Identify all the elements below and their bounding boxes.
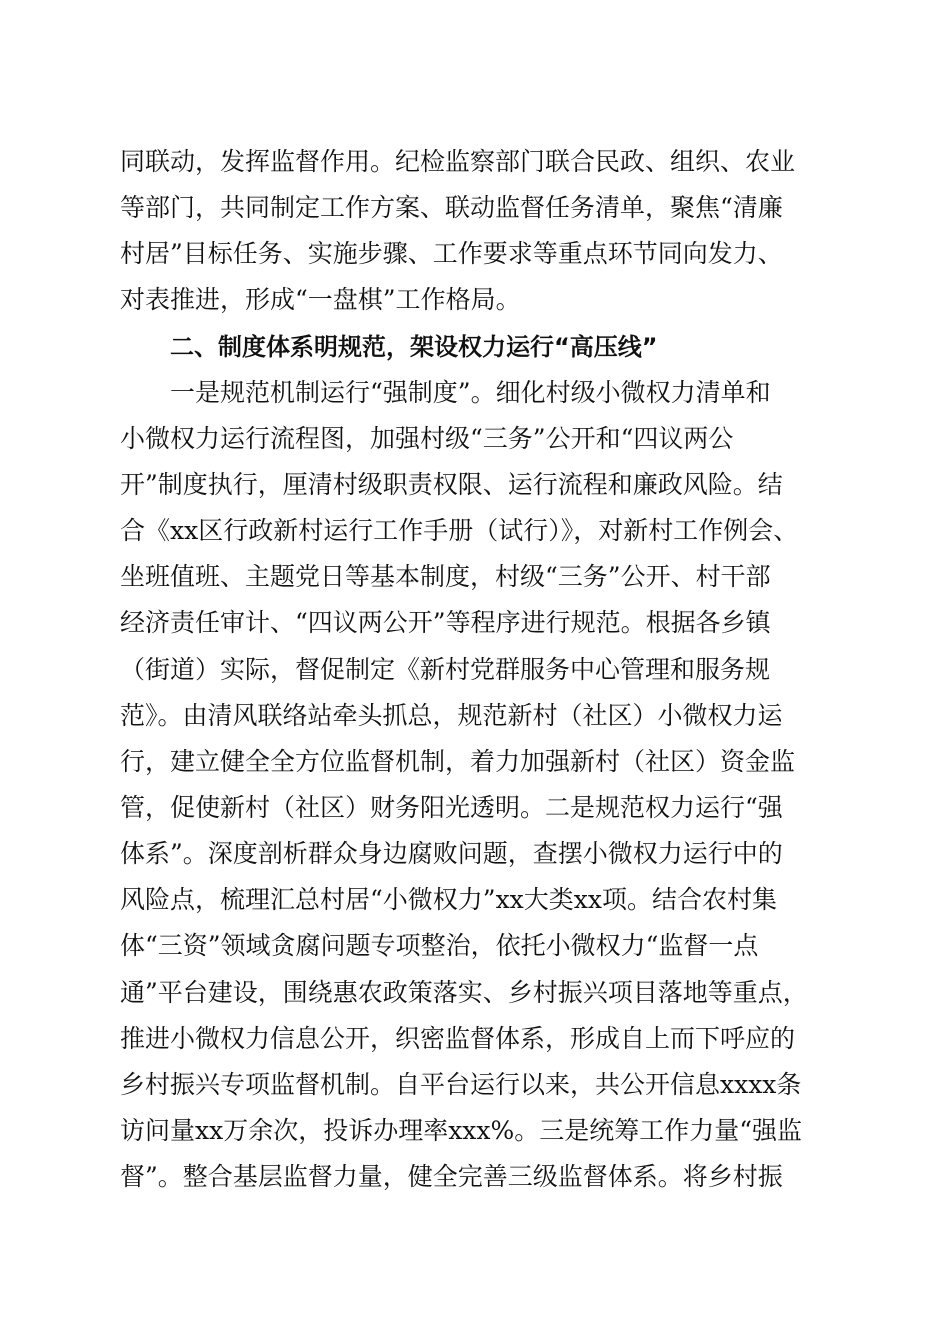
text-line: 同联动，发挥监督作用。纪检监察部门联合民政、组织、农业 bbox=[120, 147, 796, 176]
text-line: 体“三资”领域贪腐问题专项整治，依托小微权力“监督一点 bbox=[120, 931, 759, 961]
text-line: （街道）实际，督促制定《新村党群服务中心管理和服务规 bbox=[120, 654, 771, 684]
document-body bbox=[120, 139, 832, 1200]
text-line: 风险点，梳理汇总村居“小微权力”xx大类xx项。结合农村集 bbox=[120, 885, 777, 915]
text-line: 范》。由清风联络站牵头抓总，规范新村（社区）小微权力运 bbox=[120, 700, 783, 730]
text-line: 坐班值班、主题党日等基本制度，村级“三务”公开、村干部 bbox=[120, 562, 771, 592]
text-line: 访问量xx万余次，投诉办理率xxx%。三是统筹工作力量“强监 bbox=[120, 1115, 803, 1145]
text-line: 等部门，共同制定工作方案、联动监督任务清单，聚焦“清廉 bbox=[120, 193, 783, 223]
paragraph-first-line: 一是规范机制运行“强制度”。细化村级小微权力清单和 bbox=[170, 377, 771, 407]
text-line: 推进小微权力信息公开，织密监督体系，形成自上而下呼应的 bbox=[120, 1023, 796, 1053]
text-line: 小微权力运行流程图，加强村级“三务”公开和“四议两公 bbox=[120, 423, 734, 453]
text-line: 乡村振兴专项监督机制。自平台运行以来，共公开信息xxxx条 bbox=[120, 1069, 802, 1099]
text-line: 开”制度执行，厘清村级职责权限、运行流程和廉政风险。结 bbox=[120, 469, 783, 499]
text-line: 村居”目标任务、实施步骤、工作要求等重点环节同向发力、 bbox=[120, 239, 783, 269]
text-line: 督”。整合基层监督力量，健全完善三级监督体系。将乡村振 bbox=[120, 1162, 783, 1192]
text-line: 行，建立健全全方位监督机制，着力加强新村（社区）资金监 bbox=[120, 746, 796, 776]
text-line: 体系”。深度剖析群众身边腐败问题，查摆小微权力运行中的 bbox=[120, 839, 783, 869]
text-line: 通”平台建设，围绕惠农政策落实、乡村振兴项目落地等重点， bbox=[120, 977, 808, 1007]
text-line: 合《xx区行政新村运行工作手册（试行）》，对新村工作例会、 bbox=[120, 516, 799, 546]
text-line: 管，促使新村（社区）财务阳光透明。二是规范权力运行“强 bbox=[120, 792, 783, 822]
text-line: 对表推进，形成“一盘棋”工作格局。 bbox=[120, 285, 521, 315]
text-line: 经济责任审计、“四议两公开”等程序进行规范。根据各乡镇 bbox=[120, 608, 771, 638]
section-heading: 二、制度体系明规范，架设权力运行“高压线” bbox=[170, 332, 658, 361]
